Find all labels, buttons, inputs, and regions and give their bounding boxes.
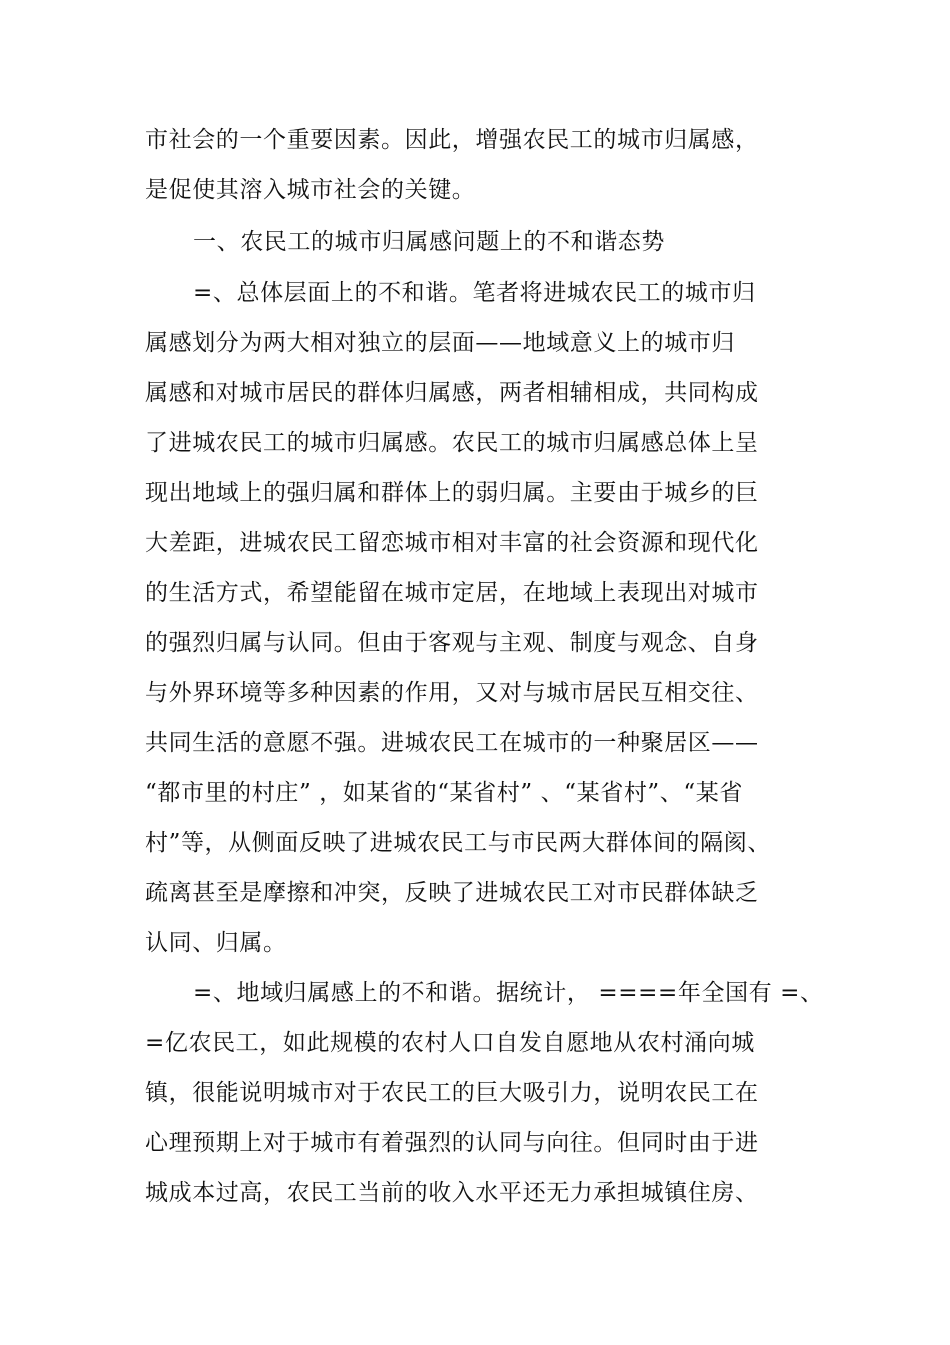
text-line: 村”等，从侧面反映了进城农民工与市民两大群体间的隔阂、 [145,830,771,856]
text-line: 是促使其溶入城市社会的关键。 [145,177,476,203]
text-line: 现出地域上的强归属和群体上的弱归属。主要由于城乡的巨 [145,480,759,506]
subsection-heading: =、总体层面上的不和谐。笔者将进城农民工的城市归 [193,280,756,306]
text-line: 城成本过高，农民工当前的收入水平还无力承担城镇住房、 [145,1180,759,1206]
text-line: 镇，很能说明城市对于农民工的巨大吸引力，说明农民工在 [145,1080,759,1106]
text-line: 共同生活的意愿不强。进城农民工在城市的一种聚居区—— [145,730,759,756]
text-line: 市社会的一个重要因素。因此，增强农民工的城市归属感， [145,127,759,153]
text-line: 了进城农民工的城市归属感。农民工的城市归属感总体上呈 [145,430,759,456]
text-line: =亿农民工，如此规模的农村人口自发自愿地从农村涌向城 [145,1030,755,1056]
text-line: 的生活方式，希望能留在城市定居，在地域上表现出对城市 [145,580,759,606]
text-line: 认同、归属。 [145,930,287,956]
text-line: 的强烈归属与认同。但由于客观与主观、制度与观念、自身 [145,630,759,656]
text-line: 大差距，进城农民工留恋城市相对丰富的社会资源和现代化 [145,530,759,556]
text-line: 心理预期上对于城市有着强烈的认同与向往。但同时由于进 [145,1130,759,1156]
text-line: 与外界环境等多种因素的作用，又对与城市居民互相交往、 [145,680,759,706]
text-line: 属感划分为两大相对独立的层面——地域意义上的城市归 [145,330,735,356]
text-line: 属感和对城市居民的群体归属感，两者相辅相成，共同构成 [145,380,759,406]
subsection-heading: =、地域归属感上的不和谐。据统计， ====年全国有 =、 [193,980,824,1006]
text-line: 疏离甚至是摩擦和冲突，反映了进城农民工对市民群体缺乏 [145,880,759,906]
section-heading: 一、农民工的城市归属感问题上的不和谐态势 [193,229,665,255]
text-line: “都市里的村庄” ，如某省的“某省村” 、“某省村”、“某省 [145,780,743,806]
